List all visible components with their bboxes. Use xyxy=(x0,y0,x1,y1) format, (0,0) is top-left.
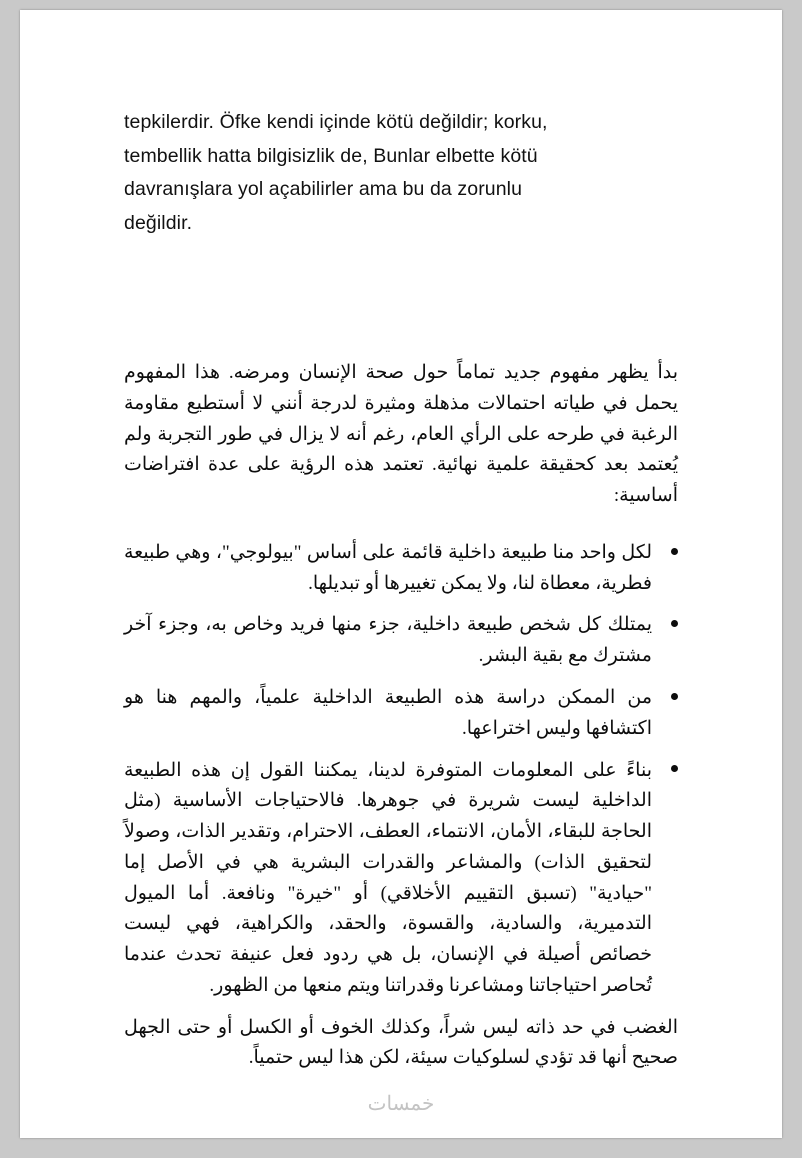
list-item xyxy=(124,756,678,1002)
turkish-paragraph: tepkilerdir. Öfke kendi içinde kötü değildir; korku, tembellik hatta bilgisizlik de, Bunlar elbette kötü davranışlara yol açabilirler ama bu da zorunlu değildir. xyxy=(124,111,548,234)
list-item xyxy=(124,683,678,745)
document-page xyxy=(20,10,782,1138)
arabic-bullet-list xyxy=(124,538,678,1002)
arabic-closing-paragraph: الغضب في حد ذاته ليس شراً، وكذلك الخوف أو الكسل أو حتى الجهل صحيح أنها قد تؤدي لسلوكيات سيئة، لكن هذا ليس حتمياً. xyxy=(124,1016,678,1069)
bullet-icon xyxy=(671,765,678,772)
list-item-text: يمتلك كل شخص طبيعة داخلية، جزء منها فريد وخاص به، وجزء آخر مشترك مع بقية البشر. xyxy=(124,614,652,667)
list-item-text: لكل واحد منا طبيعة داخلية قائمة على أساس "بيولوجي"، وهي طبيعة فطرية، معطاة لنا، ولا يمكن تغييرها أو تبديلها. xyxy=(124,541,652,594)
arabic-intro-paragraph: بدأ يظهر مفهوم جديد تماماً حول صحة الإنسان ومرضه. هذا المفهوم يحمل في طياته احتمالات مذهلة ومثيرة لدرجة أنني لا أستطيع مقاومة الرغبة في طرحه على الرأي العام، رغم أنه لا يزال في طور التجربة ولم يُعتمد بعد كحقيقة علمية نهائية. تعتمد هذه الرؤية على عدة افتراضات أساسية: xyxy=(124,362,678,507)
arabic-body xyxy=(124,358,678,1074)
watermark-text: خمسات xyxy=(367,1093,435,1115)
list-item-text: بناءً على المعلومات المتوفرة لدينا، يمكننا القول إن هذه الطبيعة الداخلية ليست شريرة في جوهرها. فالاحتياجات الأساسية (مثل الحاجة للبقاء، الأمان، الانتماء، العطف، الاحترام، وتقدير الذات، وصولاً لتحقيق الذات) والمشاعر والقدرات البشرية هي في الأصل إما "حيادية" (تسبق التقييم الأخلاقي) أو "خيرة" ونافعة. أما الميول التدميرية، والسادية، والقسوة، والحقد، والكراهية، فهي ليست خصائص أصيلة في الإنسان، بل هي ردود فعل عنيفة تحدث عندما تُحاصر احتياجاتنا ومشاعرنا وقدراتنا ويتم منعها من الظهور. xyxy=(124,759,652,996)
arabic-closing-block xyxy=(124,1013,678,1075)
list-item xyxy=(124,538,678,600)
bullet-icon xyxy=(671,693,678,700)
list-item xyxy=(124,610,678,672)
bullet-icon xyxy=(671,548,678,555)
page-content xyxy=(20,10,782,1138)
list-item-text: من الممكن دراسة هذه الطبيعة الداخلية علمياً، والمهم هنا هو اكتشافها وليس اختراعها. xyxy=(124,687,652,739)
bullet-icon xyxy=(671,620,678,627)
